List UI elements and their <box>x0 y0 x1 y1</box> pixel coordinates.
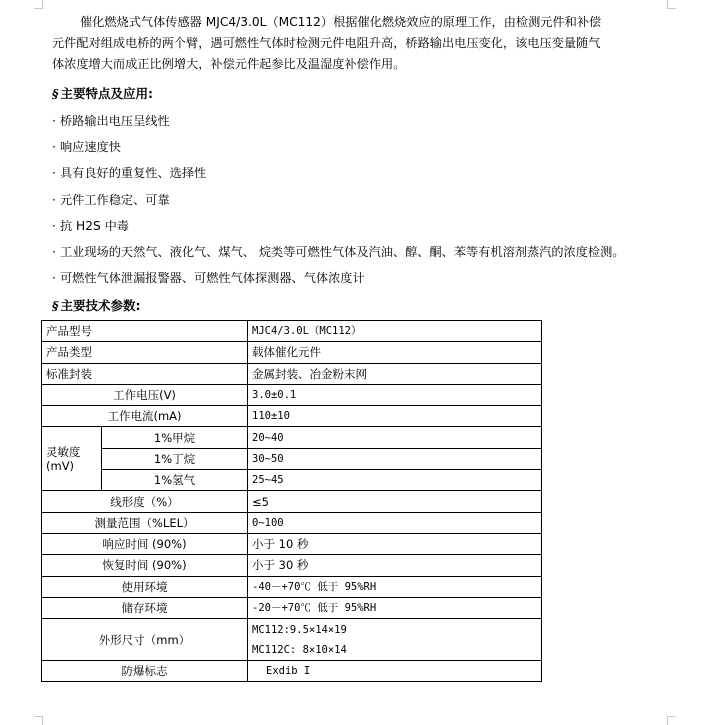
bullet-icon: · <box>52 218 56 233</box>
response-value: 小于 10 秒 <box>248 533 542 554</box>
table-row <box>42 576 542 597</box>
table-row <box>42 555 542 576</box>
sens-gas: 1%甲烷 <box>102 427 248 448</box>
table-row <box>42 427 542 448</box>
sensitivity-unit: (mV) <box>46 458 75 473</box>
current-value: 110±10 <box>248 406 542 427</box>
bullet-icon: · <box>52 192 56 207</box>
bullet-icon: · <box>52 166 56 181</box>
sens-value: 25~45 <box>248 470 542 491</box>
bullet-icon: · <box>52 140 56 155</box>
sens-gas: 1%氢气 <box>102 470 248 491</box>
table-row <box>42 470 542 491</box>
response-label: 响应时间 (90%) <box>42 533 248 554</box>
list-item: · 可燃性气体泄漏报警器、可燃性气体探测器、气体浓度计 <box>52 268 625 294</box>
features-heading <box>52 85 153 103</box>
table-row <box>42 384 542 405</box>
params-heading-text: 主要技术参数: <box>60 298 141 313</box>
page-corner-marker <box>34 716 43 725</box>
table-row <box>42 661 542 682</box>
bullet-icon: · <box>52 114 56 128</box>
package-label: 标准封装 <box>42 363 248 384</box>
sens-value: 20~40 <box>248 427 542 448</box>
size-value-2: MC112C: 8×10×14 <box>252 643 347 656</box>
size-value-cell <box>248 619 542 661</box>
sens-value: 30~50 <box>248 448 542 469</box>
list-item: · 抗 H2S 中毒 <box>52 216 625 242</box>
sensitivity-label-cell <box>42 427 102 491</box>
model-label: 产品型号 <box>42 321 248 342</box>
model-value: MJC4/3.0L（MC112） <box>248 321 542 342</box>
table-row <box>42 491 542 512</box>
size-label: 外形尺寸（mm） <box>42 619 248 661</box>
features-heading-text: 主要特点及应用: <box>60 86 154 101</box>
section-symbol-icon: § <box>52 86 59 101</box>
recovery-value: 小于 30 秒 <box>248 555 542 576</box>
params-heading <box>52 297 141 315</box>
section-symbol-icon: § <box>52 298 59 313</box>
bullet-icon: · <box>52 244 56 259</box>
use-env-label: 使用环境 <box>42 576 248 597</box>
type-value: 载体催化元件 <box>248 342 542 363</box>
page-corner-marker <box>667 716 676 725</box>
package-value: 金属封装、冶金粉末网 <box>248 363 542 384</box>
list-item: · 桥路输出电压呈线性 <box>52 111 625 137</box>
range-label: 测量范围（%LEL） <box>42 512 248 533</box>
table-row <box>42 619 542 661</box>
list-item: · 具有良好的重复性、选择性 <box>52 163 625 189</box>
sensitivity-label: 灵敏度 <box>46 444 81 459</box>
voltage-value: 3.0±0.1 <box>248 384 542 405</box>
recovery-label: 恢复时间 (90%) <box>42 555 248 576</box>
features-list <box>52 111 625 294</box>
sens-gas: 1%丁烷 <box>102 448 248 469</box>
storage-value: -20－+70℃ 低于 95%RH <box>248 597 542 618</box>
page-corner-marker <box>667 0 676 9</box>
table-row <box>42 448 542 469</box>
size-value-1: MC112:9.5×14×19 <box>252 623 347 636</box>
table-row <box>42 406 542 427</box>
intro-text: 催化燃烧式气体传感器 MJC4/3.0L（MC112）根据催化燃烧效应的原理工作，由检测元件和补偿元件配对组成电桥的两个臂，遇可燃性气体时检测元件电阻升高，桥路输出电压变化，该电压变量随气体浓度增大而成正比例增大，补偿元件起参比及温湿度补偿作用。 <box>52 15 602 71</box>
list-item: · 响应速度快 <box>52 137 625 163</box>
type-label: 产品类型 <box>42 342 248 363</box>
table-row <box>42 342 542 363</box>
list-item: · 元件工作稳定、可靠 <box>52 190 625 216</box>
page-corner-marker <box>34 0 43 9</box>
table-row <box>42 512 542 533</box>
linearity-label: 线形度（%） <box>42 491 248 512</box>
use-env-value: -40－+70℃ 低于 95%RH <box>248 576 542 597</box>
current-label: 工作电流(mA) <box>42 406 248 427</box>
explosion-label: 防爆标志 <box>42 661 248 682</box>
table-row <box>42 533 542 554</box>
table-row <box>42 363 542 384</box>
spec-table <box>41 320 542 682</box>
explosion-value: Exdib I <box>248 661 542 682</box>
list-item: · 工业现场的天然气、液化气、煤气、 烷类等可燃性气体及汽油、醇、酮、苯等有机溶剂蒸汽的浓度检测。 <box>52 242 625 268</box>
range-value: 0~100 <box>248 512 542 533</box>
intro-paragraph <box>52 12 612 75</box>
table-row <box>42 321 542 342</box>
linearity-value: ≤5 <box>248 491 542 512</box>
voltage-label: 工作电压(V) <box>42 384 248 405</box>
table-row <box>42 597 542 618</box>
bullet-icon: · <box>52 271 56 286</box>
storage-label: 储存环境 <box>42 597 248 618</box>
